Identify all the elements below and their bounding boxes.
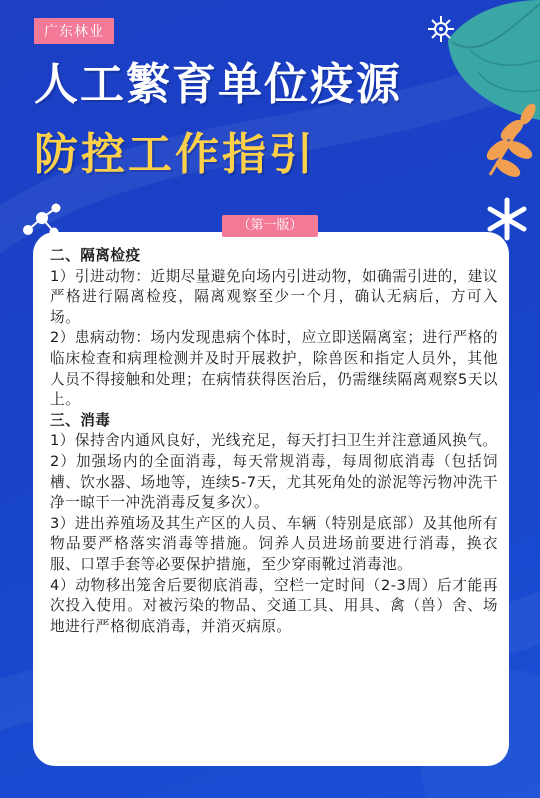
paragraph-cage-disinfection: 4）动物移出笼舍后要彻底消毒，空栏一定时间（2-3周）后才能再次投入使用。对被污染的物品、交通工具、用具、禽（兽）舍、场地进行严格彻底消毒，并消灭病原。 <box>50 576 498 635</box>
guideline-content <box>50 246 498 637</box>
paragraph-full-disinfection: 2）加强场内的全面消毒，每天常规消毒，每周彻底消毒（包括饲槽、饮水器、场地等，连续5-7天，尤其死角处的淤泥等污物冲洗干净一晾干一冲洗消毒反复多次）。 <box>50 452 498 512</box>
paragraph-import-animals: 1）引进动物：近期尽量避免向场内引进动物，如确需引进的，建议严格进行隔离检疫，隔离观察至少一个月，确认无病后，方可入场。 <box>50 267 498 326</box>
section-heading-isolation: 二、隔离检疫 <box>50 247 141 264</box>
section-heading-disinfection: 三、消毒 <box>50 411 111 429</box>
virus-icon <box>426 14 456 44</box>
paragraph-entry-disinfection: 3）进出养殖场及其生产区的人员、车辆（特别是底部）及其他所有物品要严格落实消毒等措施。饲养人员进场前要进行消毒，换衣服、口罩手套等必要保护措施，至少穿雨靴过消毒池。 <box>50 514 498 573</box>
page-title-line-2: 防控工作指引 <box>34 129 316 180</box>
page-title-line-1: 人工繁育单位疫源 <box>34 59 402 110</box>
edition-label: （第一版） <box>222 215 318 237</box>
paragraph-sick-animals: 2）患病动物：场内发现患病个体时，应立即送隔离室；进行严格的临床检查和病理检测并及时开展救护，除兽医和指定人员外，其他人员不得接触和处理；在病情获得医治后，仍需继续隔离观察5天以上。 <box>50 329 498 409</box>
paragraph-ventilation: 1）保持舍内通风良好，光线充足，每天打扫卫生并注意通风换气。 <box>50 432 498 450</box>
leaf-decoration <box>390 0 540 200</box>
region-badge: 广东林业 <box>34 18 114 44</box>
